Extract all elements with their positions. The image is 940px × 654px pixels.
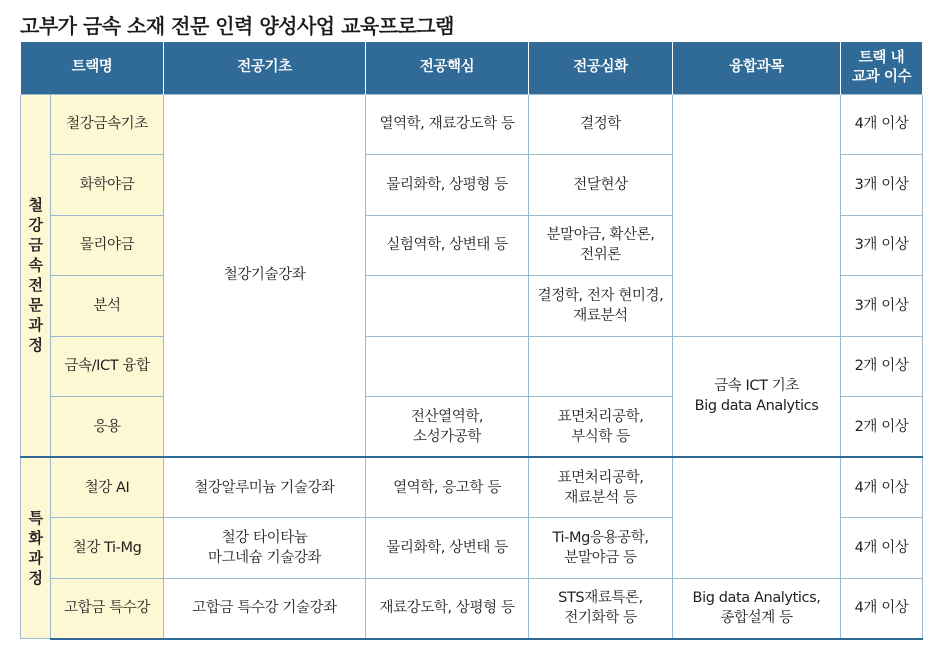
advanced-line: 표면처리공학, bbox=[557, 408, 644, 425]
basic-line: 마그네슘 기술강좌 bbox=[207, 549, 322, 566]
count-cell: 2개 이상 bbox=[841, 397, 923, 458]
group-label-steel-text: 철강금속전문과정 bbox=[28, 196, 43, 355]
advanced-line: 전위론 bbox=[580, 247, 621, 264]
page-title: 고부가 금속 소재 전문 인력 양성사업 교육프로그램 bbox=[20, 14, 454, 38]
header-convergence: 융합과목 bbox=[673, 42, 841, 94]
core-line: 전산열역학, bbox=[410, 408, 484, 425]
header-min-courses-line2: 교과 이수 bbox=[851, 68, 912, 85]
advanced-line: 표면처리공학, bbox=[557, 469, 644, 486]
core-cell: 열역학, 재료강도학 등 bbox=[366, 94, 529, 155]
track-name: 분석 bbox=[51, 276, 164, 337]
track-name: 금속/ICT 융합 bbox=[51, 336, 164, 397]
convergence-cell bbox=[673, 578, 841, 639]
track-name: 응용 bbox=[51, 397, 164, 458]
track-name: 철강 Ti-Mg bbox=[51, 518, 164, 579]
header-min-courses bbox=[841, 42, 923, 94]
table-row bbox=[21, 457, 923, 518]
count-cell: 2개 이상 bbox=[841, 336, 923, 397]
steel-basic-cell: 철강기술강좌 bbox=[164, 94, 366, 457]
ict-convergence-line: Big data Analytics bbox=[694, 398, 819, 415]
group-label-special bbox=[21, 457, 51, 639]
convergence-line: Big data Analytics, bbox=[692, 590, 821, 606]
basic-cell bbox=[164, 518, 366, 579]
table-row bbox=[21, 336, 923, 397]
advanced-line: 결정학, 전자 현미경, bbox=[537, 287, 664, 304]
core-cell bbox=[366, 397, 529, 458]
track-name: 물리야금 bbox=[51, 215, 164, 276]
advanced-cell bbox=[529, 215, 673, 276]
ict-convergence-line: 금속 ICT 기초 bbox=[714, 378, 799, 395]
core-cell bbox=[366, 276, 529, 337]
advanced-cell bbox=[529, 518, 673, 579]
advanced-line: 재료분석 등 bbox=[564, 489, 637, 506]
count-cell: 3개 이상 bbox=[841, 215, 923, 276]
track-name: 화학야금 bbox=[51, 155, 164, 216]
track-name: 고합금 특수강 bbox=[51, 578, 164, 639]
convergence-cell-empty bbox=[673, 457, 841, 578]
advanced-cell bbox=[529, 336, 673, 397]
core-cell: 실험역학, 상변태 등 bbox=[366, 215, 529, 276]
advanced-line: 재료분석 bbox=[573, 307, 628, 324]
advanced-line: STS재료특론, bbox=[558, 590, 643, 606]
count-cell: 3개 이상 bbox=[841, 276, 923, 337]
advanced-cell: 결정학 bbox=[529, 94, 673, 155]
convergence-line: 종합설계 등 bbox=[720, 610, 793, 626]
group-label-steel bbox=[21, 94, 51, 457]
advanced-line: 전기화학 등 bbox=[564, 610, 637, 626]
core-cell bbox=[366, 336, 529, 397]
count-cell: 4개 이상 bbox=[841, 457, 923, 518]
core-cell: 물리화학, 상평형 등 bbox=[366, 155, 529, 216]
count-cell: 4개 이상 bbox=[841, 94, 923, 155]
count-cell: 3개 이상 bbox=[841, 155, 923, 216]
core-cell: 물리화학, 상변태 등 bbox=[366, 518, 529, 579]
advanced-cell bbox=[529, 276, 673, 337]
advanced-line: 분말야금, 확산론, bbox=[546, 227, 655, 244]
convergence-cell-empty bbox=[673, 94, 841, 336]
table-row bbox=[21, 578, 923, 639]
advanced-line: 부식학 등 bbox=[571, 428, 630, 445]
header-row bbox=[21, 42, 923, 94]
core-line: 소성가공학 bbox=[412, 428, 482, 445]
group-label-special-text: 특화과정 bbox=[28, 509, 43, 587]
table-row bbox=[21, 94, 923, 155]
advanced-cell: 전달현상 bbox=[529, 155, 673, 216]
program-table bbox=[20, 42, 923, 640]
advanced-line: 분말야금 등 bbox=[564, 549, 637, 566]
basic-cell: 철강알루미늄 기술강좌 bbox=[164, 457, 366, 518]
track-name: 철강금속기초 bbox=[51, 94, 164, 155]
header-advanced: 전공심화 bbox=[529, 42, 673, 94]
basic-cell: 고합금 특수강 기술강좌 bbox=[164, 578, 366, 639]
header-track: 트랙명 bbox=[21, 42, 164, 94]
count-cell: 4개 이상 bbox=[841, 518, 923, 579]
count-cell: 4개 이상 bbox=[841, 578, 923, 639]
advanced-line: Ti-Mg응용공학, bbox=[552, 529, 649, 546]
header-core: 전공핵심 bbox=[366, 42, 529, 94]
header-basic: 전공기초 bbox=[164, 42, 366, 94]
advanced-cell bbox=[529, 457, 673, 518]
basic-line: 철강 타이타늄 bbox=[221, 529, 308, 546]
track-name: 철강 AI bbox=[51, 457, 164, 518]
header-min-courses-line1: 트랙 내 bbox=[858, 49, 905, 66]
ict-convergence-cell bbox=[673, 336, 841, 457]
advanced-cell bbox=[529, 578, 673, 639]
core-cell: 열역학, 응고학 등 bbox=[366, 457, 529, 518]
core-cell: 재료강도학, 상평형 등 bbox=[366, 578, 529, 639]
advanced-cell bbox=[529, 397, 673, 458]
